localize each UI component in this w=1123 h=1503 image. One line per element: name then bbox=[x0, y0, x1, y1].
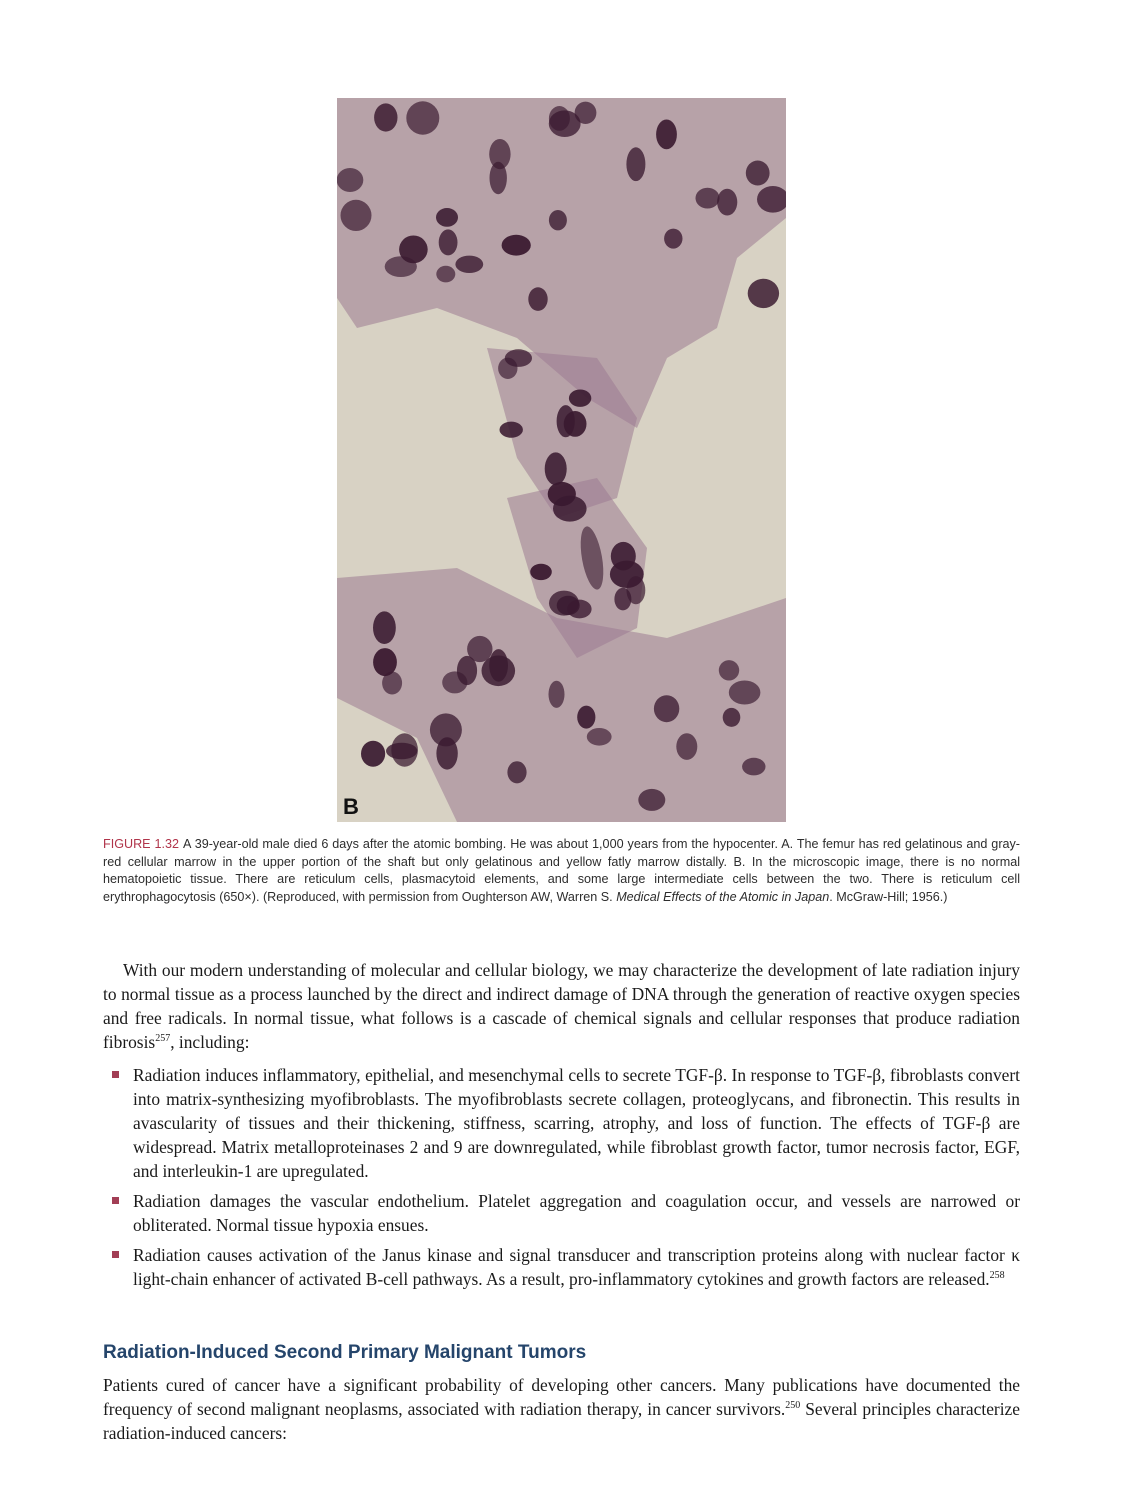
cell-nucleus bbox=[373, 648, 397, 676]
reference-marker: 257 bbox=[155, 1033, 171, 1044]
cell-nucleus bbox=[545, 452, 567, 485]
cell-nucleus bbox=[455, 256, 483, 273]
cell-nucleus bbox=[528, 287, 547, 311]
cell-nucleus bbox=[436, 266, 455, 283]
reference-marker: 258 bbox=[989, 1270, 1005, 1281]
cell-nucleus bbox=[719, 660, 739, 680]
list-item-text: Radiation damages the vascular endothelium. Platelet aggregation and coagulation occur, and vessels are narrowed or obliterated. Normal tissue hypoxia ensues. bbox=[133, 1191, 1020, 1235]
list-item bbox=[110, 1063, 1020, 1183]
cell-nucleus bbox=[361, 741, 385, 767]
cell-nucleus bbox=[748, 279, 779, 308]
caption-text: A 39-year-old male died 6 days after the atomic bombing. He was about 1,000 years from the hypocenter. A. The femur has red gelatinous and gray-red cellular marrow in the upper portion of the shaft but only gelatinous and yellow fatly marrow distally. B. In the microscopic image, there is no normal hematopoietic tissue. There are reticulum cells, plasmacytoid elements, and some large intermediate cells between the two. There is reticulum cell erythrophagocytosis (650×). (Reproduced, with permission from Oughterson AW, Warren S. bbox=[103, 837, 1021, 904]
cell-nucleus bbox=[746, 161, 770, 186]
cell-nucleus bbox=[436, 208, 458, 227]
cell-nucleus bbox=[549, 681, 565, 708]
cell-nucleus bbox=[717, 189, 737, 216]
cell-nucleus bbox=[654, 695, 679, 722]
cell-nucleus bbox=[729, 681, 761, 705]
cell-nucleus bbox=[638, 789, 665, 811]
paragraph-tail: Several principles characterize radiation-induced cancers: bbox=[103, 1399, 1020, 1443]
panel-label: B bbox=[343, 794, 359, 819]
cell-nucleus bbox=[656, 120, 677, 150]
list-item bbox=[110, 1189, 1020, 1237]
cell-nucleus bbox=[498, 358, 517, 379]
square-bullet-icon bbox=[112, 1197, 119, 1204]
section-paragraph bbox=[103, 1373, 1020, 1445]
cell-nucleus bbox=[577, 706, 595, 729]
square-bullet-icon bbox=[112, 1251, 119, 1258]
figure-caption bbox=[103, 836, 1020, 906]
cell-nucleus bbox=[489, 139, 510, 169]
micrograph-image bbox=[337, 98, 786, 822]
micrograph-figure bbox=[337, 98, 786, 822]
cell-nucleus bbox=[567, 600, 591, 619]
cell-nucleus bbox=[374, 103, 397, 131]
cell-nucleus bbox=[549, 106, 570, 131]
bullet-list bbox=[110, 1063, 1020, 1297]
cell-nucleus bbox=[627, 576, 646, 604]
figure-label: FIGURE 1.32 bbox=[103, 837, 180, 851]
cell-nucleus bbox=[502, 235, 531, 256]
cell-nucleus bbox=[696, 188, 720, 209]
cell-nucleus bbox=[553, 496, 587, 522]
cell-nucleus bbox=[399, 236, 428, 264]
paragraph-text: With our modern understanding of molecular and cellular biology, we may characterize the development of late radiation injury to normal tissue as a process launched by the direct and indirect damage of DNA through the generation of reactive oxygen species and free radicals. In normal tissue, what follows is a cascade of chemical signals and cellular responses that produce radiation fibrosis bbox=[103, 960, 1020, 1052]
cell-nucleus bbox=[587, 728, 612, 746]
cell-nucleus bbox=[507, 761, 526, 783]
body-paragraph bbox=[103, 958, 1020, 1054]
cell-nucleus bbox=[337, 168, 363, 192]
list-item bbox=[110, 1243, 1020, 1291]
cell-nucleus bbox=[341, 200, 372, 231]
cell-nucleus bbox=[373, 611, 396, 644]
caption-text-end: . McGraw-Hill; 1956.) bbox=[829, 889, 948, 904]
cell-nucleus bbox=[626, 147, 645, 181]
cell-nucleus bbox=[676, 733, 697, 760]
list-item-text: Radiation causes activation of the Janus kinase and signal transducer and transcription proteins along with nuclear factor κ light-chain enhancer of activated B-cell pathways. As a result, pro-inflammatory cytokines and growth factors are released. bbox=[133, 1245, 1020, 1289]
cell-nucleus bbox=[575, 102, 597, 124]
square-bullet-icon bbox=[112, 1071, 119, 1078]
reference-marker: 250 bbox=[785, 1400, 801, 1411]
cell-nucleus bbox=[430, 713, 462, 746]
cell-nucleus bbox=[406, 101, 439, 134]
cell-nucleus bbox=[549, 210, 567, 230]
list-item-text: Radiation induces inflammatory, epithelial, and mesenchymal cells to secrete TGF-β. In response to TGF-β, fibroblasts convert into matrix-synthesizing myofibroblasts. The myofibroblasts secrete collagen, proteoglycans, and fibronectin. This results in avascularity of tissues and their thickening, stiffness, scarring, atrophy, and loss of function. The effects of TGF-β are widespread. Matrix metalloproteinases 2 and 9 are downregulated, while fibroblast growth factor, tumor necrosis factor, EGF, and interleukin-1 are upregulated. bbox=[133, 1065, 1020, 1181]
cell-nucleus bbox=[569, 390, 591, 407]
cell-nucleus bbox=[439, 229, 458, 255]
paragraph-text: Patients cured of cancer have a significant probability of developing other cancers. Many publications have documented the frequency of second malignant neoplasms, associated with radiation therapy, in cancer survivors. bbox=[103, 1375, 1020, 1419]
cell-nucleus bbox=[723, 708, 741, 727]
cell-nucleus bbox=[500, 422, 523, 438]
cell-nucleus bbox=[391, 733, 418, 766]
cell-nucleus bbox=[467, 636, 492, 662]
cell-nucleus bbox=[742, 758, 765, 776]
paragraph-tail: , including: bbox=[170, 1032, 250, 1052]
cell-nucleus bbox=[664, 229, 682, 249]
section-heading: Radiation-Induced Second Primary Malignant Tumors bbox=[103, 1342, 587, 1363]
cell-nucleus bbox=[557, 405, 575, 437]
caption-book-title: Medical Effects of the Atomic in Japan bbox=[616, 889, 830, 904]
cell-nucleus bbox=[530, 564, 552, 580]
